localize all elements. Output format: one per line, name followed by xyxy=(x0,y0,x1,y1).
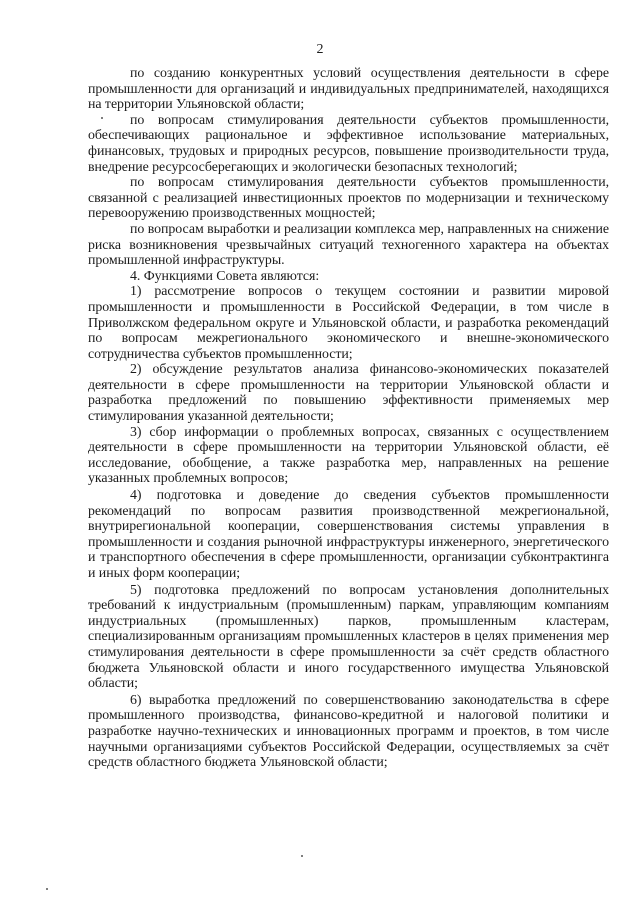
page-number: 2 xyxy=(316,42,324,57)
paragraph-function-5: 5) подготовка предложений по вопросам установления дополнительных требований к индустриальным (промышленным) паркам, управляющим компаниям индустриальных (промышленных) парков, промышленным кластерам, специализированным организациям промышленных кластеров в целях применения мер стимулирования деятельности в сфере промышленности за счёт средств областного бюджета Ульяновской области и иного государственного имущества Ульяновской области; xyxy=(88,582,609,692)
document-body xyxy=(88,66,609,771)
paragraph-emergency-risk: по вопросам выработки и реализации комплекса мер, направленных на снижение риска возникновения чрезвычайных ситуаций техногенного характера на объектах промышленной инфраструктуры. xyxy=(88,221,609,269)
paragraph-function-6: 6) выработка предложений по совершенствованию законодательства в сфере промышленного производства, финансово-кредитной и налоговой политики и разработке научно-технических и инновационных программ и проектов, в том числе научными организациями субъектов Российской Федерации, осуществляемых за счёт средств областного бюджета Ульяновской области; xyxy=(88,692,609,771)
paragraph-function-3: 3) сбор информации о проблемных вопросах, связанных с осуществлением деятельности в сфере промышленности на территории Ульяновской области, её исследование, обобщение, а также разработка мер, направленных на решение указанных проблемных вопросов; xyxy=(88,424,609,487)
paragraph-investment-projects: по вопросам стимулирования деятельности субъектов промышленности, связанной с реализацией инвестиционных проектов по модернизации и техническому перевооружению производственных мощностей; xyxy=(88,175,609,222)
paragraph-function-4: 4) подготовка и доведение до сведения субъектов промышленности рекомендаций по вопросам развития производственной межрегиональной, внутрирегиональной кооперации, совершенствования системы управления в промышленности и создания рыночной инфраструктуры инженерного, энергетического и транспортного обеспечения в сфере промышленности, организации субконтрактинга и иных форм кооперации; xyxy=(88,488,609,581)
scan-speck xyxy=(101,117,103,119)
scan-speck xyxy=(46,888,48,890)
paragraph-competition-conditions: по созданию конкурентных условий осуществления деятельности в сфере промышленности для организаций и индивидуальных предпринимателей, находящихся на территории Ульяновской области; xyxy=(88,66,609,113)
paragraph-function-1: 1) рассмотрение вопросов о текущем состоянии и развитии мировой промышленности и промышленности в Российской Федерации, в том числе в Приволжском федеральном округе и Ульяновской области, и разработка рекомендаций по вопросам межрегионального экономического и внешне-экономического сотрудничества субъектов промышленности; xyxy=(88,284,609,362)
scan-speck xyxy=(301,855,303,857)
paragraph-stimulating-resources: по вопросам стимулирования деятельности субъектов промышленности, обеспечивающих рациональное и эффективное использование материальных, финансовых, трудовых и природных ресурсов, повышение производительности труда, внедрение ресурсосберегающих и экологически безопасных технологий; xyxy=(88,112,609,175)
paragraph-council-functions-heading: 4. Функциями Совета являются: xyxy=(130,268,320,284)
paragraph-function-2: 2) обсуждение результатов анализа финансово-экономических показателей деятельности в сфере промышленности на территории Ульяновской области и разработка предложений по повышению эффективности применяемых мер стимулирования указанной деятельности; xyxy=(88,362,609,425)
